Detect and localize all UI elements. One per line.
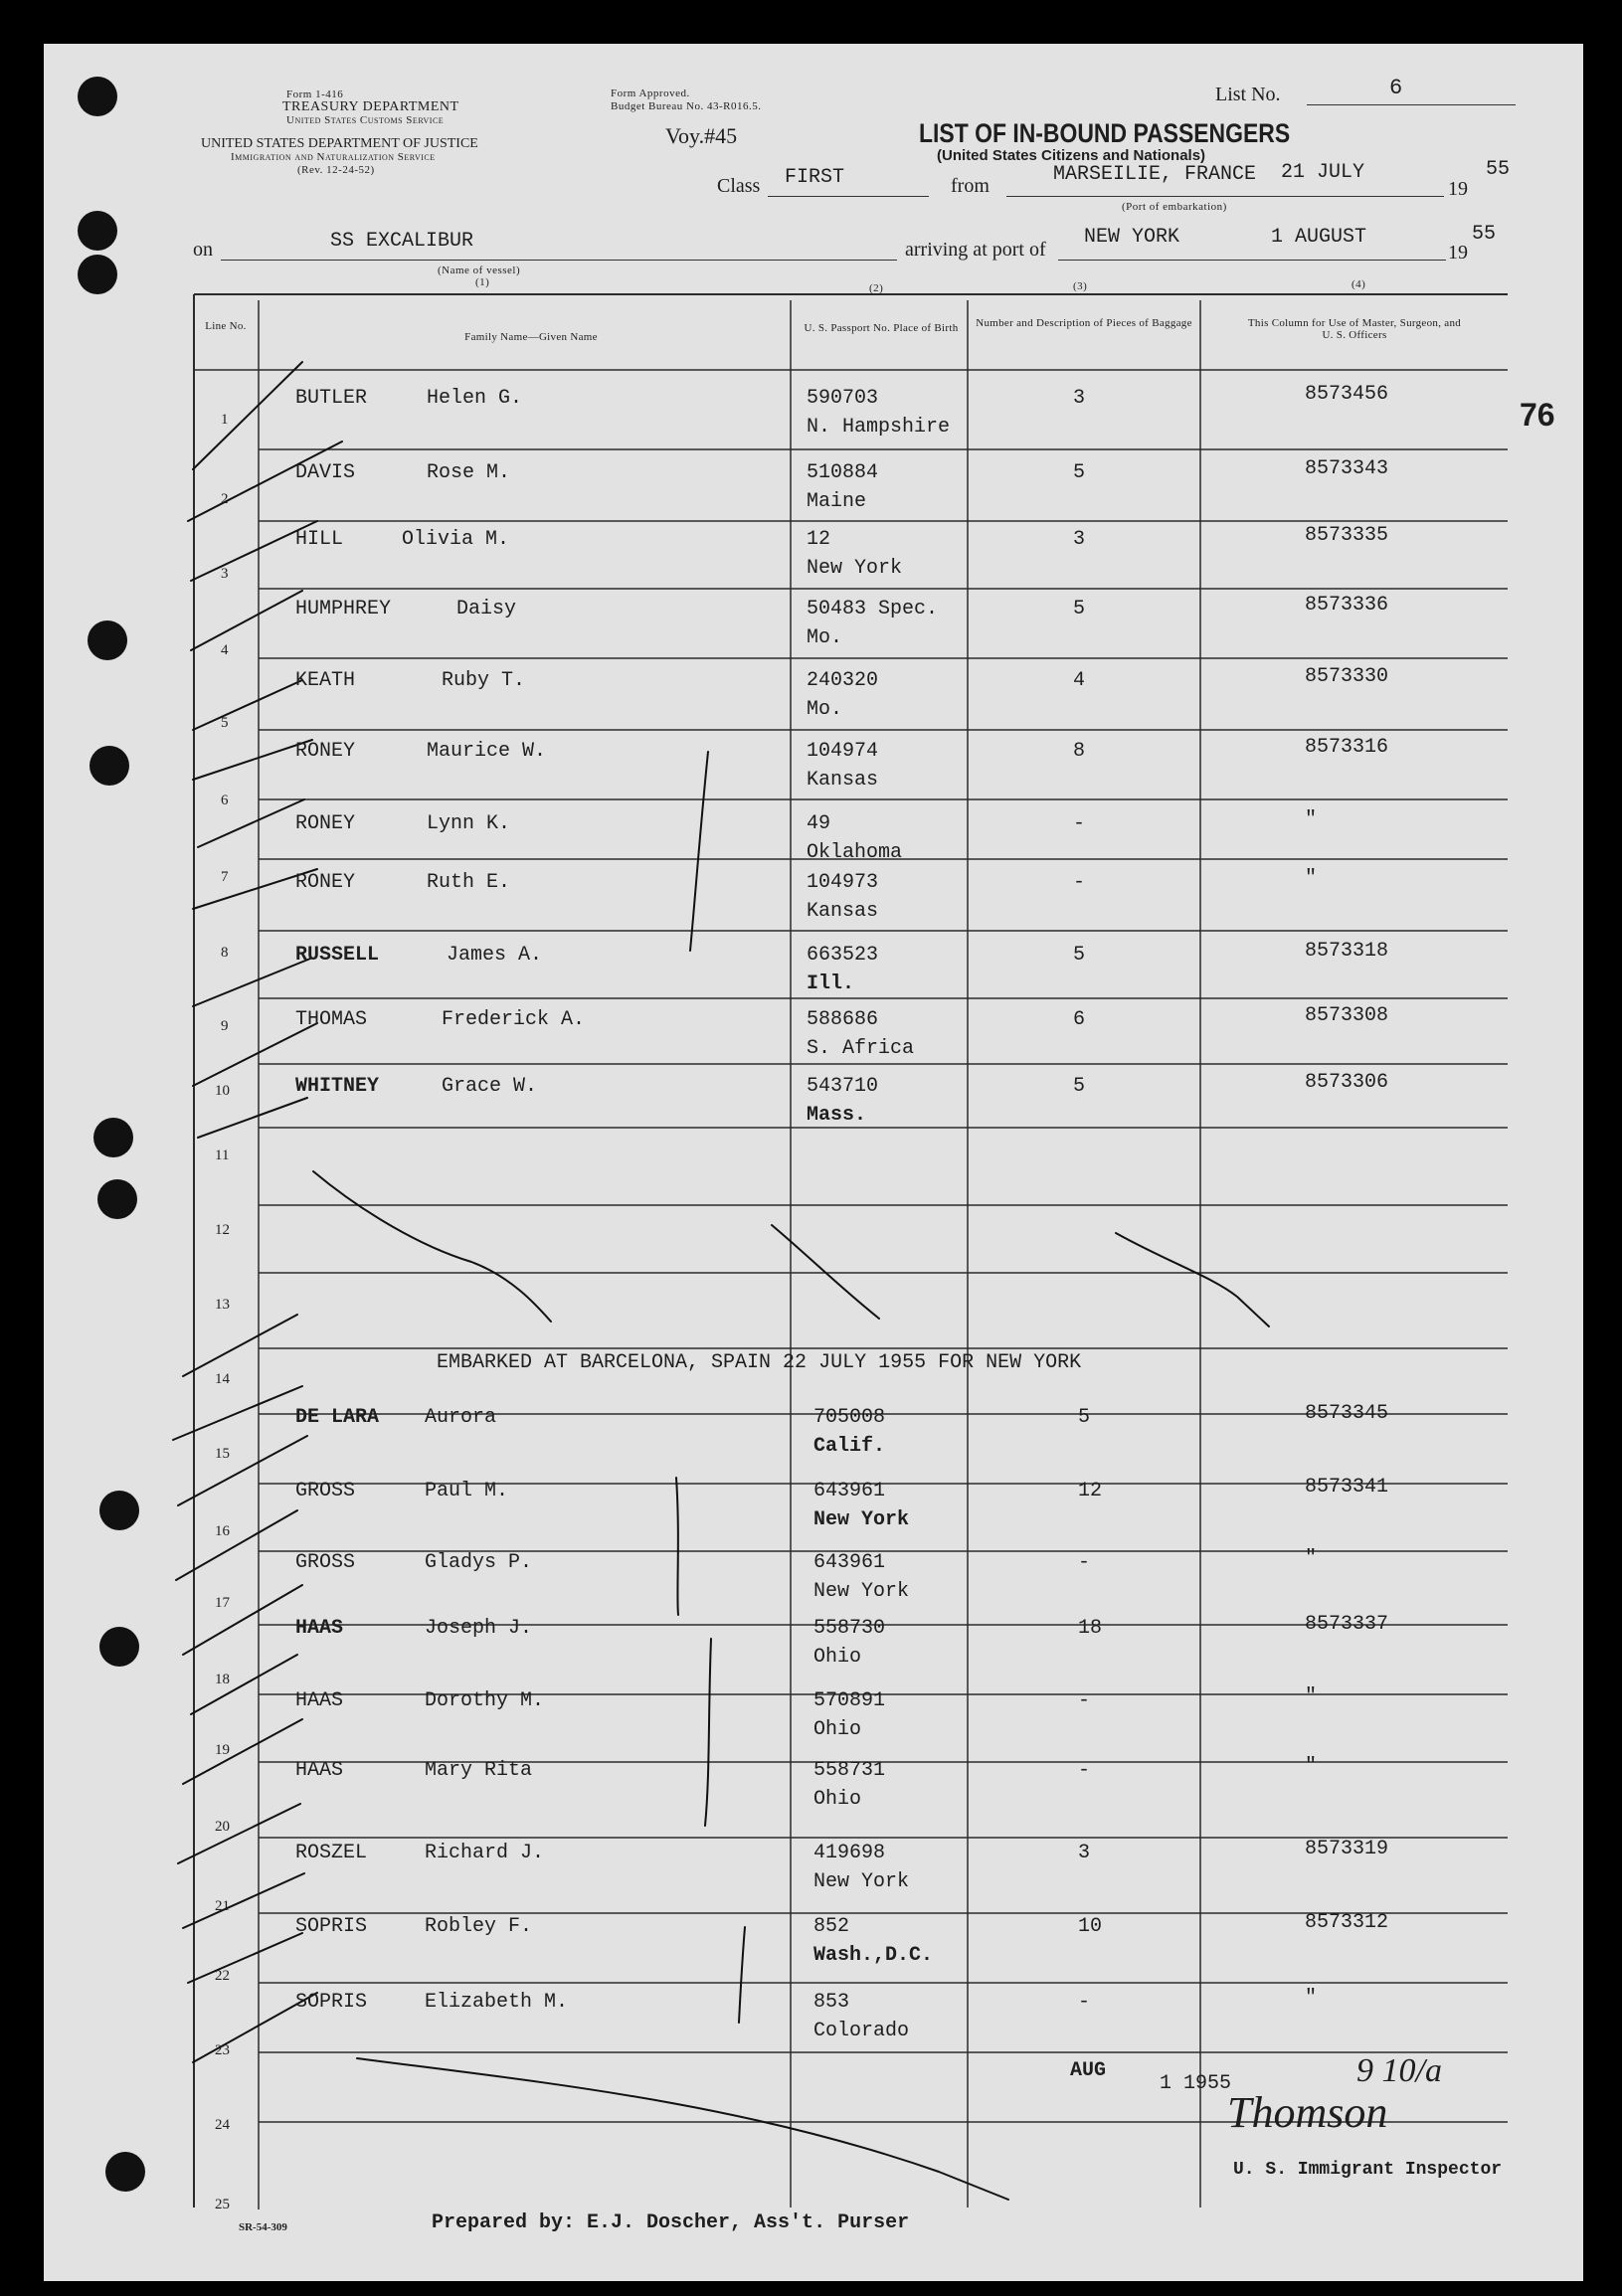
passenger-birthplace: Ohio <box>813 1788 862 1811</box>
passenger-birthplace: Wash.,D.C. <box>813 1944 934 1967</box>
passenger-given-name: Paul M. <box>425 1480 509 1502</box>
passenger-family-name: BUTLER <box>295 387 368 410</box>
passenger-given-name: Daisy <box>456 598 517 620</box>
line-number: 2 <box>221 491 229 507</box>
passenger-officer-number: 8573345 <box>1305 1402 1389 1425</box>
line-number: 3 <box>221 566 229 582</box>
line-number: 5 <box>221 715 229 731</box>
stamp-date: 1 1955 <box>1160 2072 1232 2095</box>
passenger-passport: 50483 Spec. <box>807 598 939 620</box>
passenger-officer-number: 8573336 <box>1305 594 1389 617</box>
passenger-officer-number: 8573312 <box>1305 1911 1389 1934</box>
passenger-passport: 419698 <box>813 1842 886 1864</box>
passenger-baggage: - <box>1078 1551 1091 1574</box>
passenger-birthplace: Ill. <box>807 972 855 995</box>
passenger-birthplace: Mass. <box>807 1104 867 1127</box>
passenger-birthplace: New York <box>813 1580 910 1603</box>
line-number: 16 <box>215 1523 230 1539</box>
passenger-given-name: Joseph J. <box>425 1617 533 1640</box>
line-number: 10 <box>215 1083 230 1099</box>
arrival-port: NEW YORK <box>1084 226 1180 249</box>
header-baggage: Number and Description of Pieces of Baggage <box>976 317 1192 329</box>
line-number: 6 <box>221 793 229 808</box>
passenger-baggage: 12 <box>1078 1480 1103 1502</box>
passenger-birthplace: S. Africa <box>807 1037 915 1060</box>
column-number-2: (2) <box>869 282 884 294</box>
passenger-baggage: - <box>1078 1759 1091 1782</box>
from-date: 21 JULY <box>1281 161 1365 184</box>
passenger-baggage: - <box>1078 1991 1091 2014</box>
line-number: 15 <box>215 1446 230 1462</box>
passenger-officer-number: 8573456 <box>1305 383 1389 406</box>
passenger-baggage: 3 <box>1073 387 1086 410</box>
passenger-baggage: 3 <box>1078 1842 1091 1864</box>
line-number: 24 <box>215 2117 230 2133</box>
column-number-3: (3) <box>1073 280 1088 292</box>
line-number: 11 <box>215 1148 230 1163</box>
passenger-passport: 104973 <box>807 871 879 894</box>
passenger-baggage: - <box>1073 812 1086 835</box>
passenger-baggage: 5 <box>1073 461 1086 484</box>
passenger-baggage: - <box>1078 1689 1091 1712</box>
header-name: Family Name—Given Name <box>464 331 598 343</box>
passenger-given-name: Maurice W. <box>427 740 547 763</box>
passenger-family-name: DAVIS <box>295 461 356 484</box>
passenger-family-name: GROSS <box>295 1551 356 1574</box>
form-code: SR-54-309 <box>239 2221 287 2233</box>
line-number: 17 <box>215 1595 230 1611</box>
passenger-officer-number: " <box>1305 808 1318 831</box>
passenger-family-name: ROSZEL <box>295 1842 368 1864</box>
passenger-officer-number: 8573319 <box>1305 1838 1389 1860</box>
passenger-family-name: HAAS <box>295 1617 344 1640</box>
passenger-passport: 49 <box>807 812 831 835</box>
passenger-passport: 590703 <box>807 387 879 410</box>
header-officers: This Column for Use of Master, Surgeon, and U. S. Officers <box>1247 317 1462 341</box>
passenger-officer-number: " <box>1305 1685 1318 1708</box>
passenger-given-name: Richard J. <box>425 1842 545 1864</box>
budget-bureau: Budget Bureau No. 43-R016.5. <box>611 100 762 112</box>
passenger-given-name: Gladys P. <box>425 1551 533 1574</box>
passenger-family-name: RUSSELL <box>295 944 380 967</box>
arrival-year-prefix: 19 <box>1448 242 1468 264</box>
passenger-passport: 852 <box>813 1915 850 1938</box>
vessel-name: SS EXCALIBUR <box>330 230 474 253</box>
passenger-baggage: 3 <box>1073 528 1086 551</box>
passenger-given-name: Helen G. <box>427 387 523 410</box>
passenger-passport: 643961 <box>813 1551 886 1574</box>
vessel-caption: (Name of vessel) <box>438 265 521 276</box>
line-number: 22 <box>215 1968 230 1984</box>
header-passport: U. S. Passport No. Place of Birth <box>804 322 959 334</box>
list-title: LIST OF IN-BOUND PASSENGERS <box>919 118 1291 148</box>
passenger-passport: 12 <box>807 528 831 551</box>
column-number-1: (1) <box>475 276 490 288</box>
voyage-number: Voy.#45 <box>665 123 738 148</box>
passenger-family-name: DE LARA <box>295 1406 380 1429</box>
passenger-birthplace: Colorado <box>813 2020 910 2042</box>
manifest-sheet <box>44 44 1583 2281</box>
passenger-family-name: RONEY <box>295 740 356 763</box>
passenger-passport: 588686 <box>807 1008 879 1031</box>
passenger-passport: 240320 <box>807 669 879 692</box>
passenger-baggage: 5 <box>1073 598 1086 620</box>
passenger-passport: 663523 <box>807 944 879 967</box>
passenger-birthplace: New York <box>813 1508 910 1531</box>
form-number: Form 1-416 <box>286 88 344 100</box>
passenger-officer-number: 8573341 <box>1305 1476 1389 1499</box>
passenger-baggage: - <box>1073 871 1086 894</box>
list-no-label: List No. <box>1215 84 1281 105</box>
passenger-officer-number: " <box>1305 1547 1318 1570</box>
form-approved: Form Approved. <box>611 88 690 99</box>
passenger-family-name: THOMAS <box>295 1008 368 1031</box>
line-number: 7 <box>221 869 229 885</box>
passenger-officer-number: " <box>1305 867 1318 890</box>
line-number: 23 <box>215 2042 230 2058</box>
passenger-officer-number: 8573316 <box>1305 736 1389 759</box>
line-number: 21 <box>215 1898 230 1914</box>
passenger-given-name: Dorothy M. <box>425 1689 545 1712</box>
passenger-birthplace: Maine <box>807 490 867 513</box>
passenger-passport: 510884 <box>807 461 879 484</box>
passenger-family-name: GROSS <box>295 1480 356 1502</box>
passenger-given-name: Aurora <box>425 1406 497 1429</box>
passenger-given-name: Rose M. <box>427 461 511 484</box>
passenger-birthplace: Kansas <box>807 900 879 923</box>
passenger-family-name: HAAS <box>295 1689 344 1712</box>
treasury-heading: TREASURY DEPARTMENT <box>282 99 459 114</box>
passenger-birthplace: Calif. <box>813 1435 886 1458</box>
passenger-given-name: Grace W. <box>442 1075 538 1098</box>
passenger-given-name: James A. <box>447 944 543 967</box>
passenger-passport: 853 <box>813 1991 850 2014</box>
passenger-officer-number: " <box>1305 1755 1318 1778</box>
on-label: on <box>193 239 213 261</box>
passenger-given-name: Ruth E. <box>427 871 511 894</box>
ins-heading: Immigration and Naturalization Service <box>231 151 436 163</box>
passenger-passport: 558731 <box>813 1759 886 1782</box>
from-label: from <box>951 175 990 197</box>
line-number: 20 <box>215 1819 230 1835</box>
passenger-officer-number: 8573318 <box>1305 940 1389 963</box>
passenger-officer-number: 8573308 <box>1305 1004 1389 1027</box>
passenger-family-name: KEATH <box>295 669 356 692</box>
passenger-birthplace: Ohio <box>813 1718 862 1741</box>
passenger-family-name: HAAS <box>295 1759 344 1782</box>
passenger-birthplace: New York <box>807 557 903 580</box>
passenger-baggage: 5 <box>1078 1406 1091 1429</box>
column-number-4: (4) <box>1352 278 1366 290</box>
passenger-birthplace: N. Hampshire <box>807 416 951 439</box>
line-number: 1 <box>221 412 229 428</box>
passenger-passport: 104974 <box>807 740 879 763</box>
arrival-date: 1 AUGUST <box>1271 226 1367 249</box>
passenger-birthplace: Oklahoma <box>807 841 903 864</box>
from-year-prefix: 19 <box>1448 178 1468 200</box>
passenger-given-name: Lynn K. <box>427 812 511 835</box>
embarked-note: EMBARKED AT BARCELONA, SPAIN 22 JULY 1955 FOR NEW YORK <box>437 1351 1082 1374</box>
passenger-birthplace: Mo. <box>807 626 843 649</box>
passenger-passport: 643961 <box>813 1480 886 1502</box>
passenger-birthplace: Kansas <box>807 769 879 792</box>
passenger-passport: 570891 <box>813 1689 886 1712</box>
from-port: MARSEILIE, FRANCE <box>1053 163 1257 186</box>
line-number: 12 <box>215 1222 230 1238</box>
inspector-title: U. S. Immigrant Inspector <box>1233 2160 1503 2180</box>
passenger-birthplace: Mo. <box>807 698 843 721</box>
passenger-family-name: HUMPHREY <box>295 598 392 620</box>
passenger-given-name: Olivia M. <box>402 528 510 551</box>
line-number: 18 <box>215 1672 230 1687</box>
passenger-officer-number: 8573335 <box>1305 524 1389 547</box>
revision-note: (Rev. 12-24-52) <box>297 164 375 176</box>
passenger-baggage: 5 <box>1073 1075 1086 1098</box>
class-label: Class <box>717 175 761 197</box>
passenger-family-name: WHITNEY <box>295 1075 380 1098</box>
passenger-given-name: Frederick A. <box>442 1008 586 1031</box>
passenger-baggage: 5 <box>1073 944 1086 967</box>
passenger-birthplace: Ohio <box>813 1646 862 1669</box>
passenger-given-name: Ruby T. <box>442 669 526 692</box>
list-no-value: 6 <box>1389 76 1403 100</box>
passenger-passport: 705008 <box>813 1406 886 1429</box>
passenger-baggage: 8 <box>1073 740 1086 763</box>
passenger-officer-number: 8573330 <box>1305 665 1389 688</box>
passenger-officer-number: 8573306 <box>1305 1071 1389 1094</box>
passenger-given-name: Mary Rita <box>425 1759 533 1782</box>
port-caption: (Port of embarkation) <box>1122 201 1227 213</box>
time-note: 9 10/a <box>1356 2052 1442 2089</box>
header-line-no: Line No. <box>205 320 247 332</box>
stamp-month: AUG <box>1070 2059 1107 2082</box>
page-number: 76 <box>1520 397 1555 433</box>
passenger-family-name: RONEY <box>295 871 356 894</box>
line-number: 8 <box>221 945 229 961</box>
passenger-baggage: 10 <box>1078 1915 1103 1938</box>
passenger-given-name: Elizabeth M. <box>425 1991 569 2014</box>
passenger-passport: 543710 <box>807 1075 879 1098</box>
passenger-given-name: Robley F. <box>425 1915 533 1938</box>
passenger-baggage: 18 <box>1078 1617 1103 1640</box>
line-number: 13 <box>215 1297 230 1313</box>
passenger-officer-number: 8573337 <box>1305 1613 1389 1636</box>
from-year: 55 <box>1486 158 1511 181</box>
arrival-year: 55 <box>1472 223 1497 246</box>
line-number: 4 <box>221 642 229 658</box>
line-number: 9 <box>221 1018 229 1034</box>
class-value: FIRST <box>785 166 845 189</box>
line-number: 14 <box>215 1371 230 1387</box>
list-subtitle: (United States Citizens and Nationals) <box>937 147 1206 164</box>
inspector-signature: Thomson <box>1227 2088 1388 2137</box>
customs-heading: United States Customs Service <box>286 114 445 126</box>
line-number: 25 <box>215 2197 230 2212</box>
passenger-baggage: 4 <box>1073 669 1086 692</box>
passenger-family-name: RONEY <box>295 812 356 835</box>
passenger-birthplace: New York <box>813 1870 910 1893</box>
passenger-officer-number: 8573343 <box>1305 457 1389 480</box>
passenger-family-name: SOPRIS <box>295 1991 368 2014</box>
arriving-label: arriving at port of <box>905 239 1046 261</box>
passenger-family-name: SOPRIS <box>295 1915 368 1938</box>
prepared-by: Prepared by: E.J. Doscher, Ass't. Purser <box>432 2211 910 2234</box>
passenger-baggage: 6 <box>1073 1008 1086 1031</box>
justice-heading: UNITED STATES DEPARTMENT OF JUSTICE <box>201 136 478 151</box>
line-number: 19 <box>215 1742 230 1758</box>
passenger-family-name: HILL <box>295 528 344 551</box>
passenger-officer-number: " <box>1305 1987 1318 2010</box>
passenger-passport: 558730 <box>813 1617 886 1640</box>
